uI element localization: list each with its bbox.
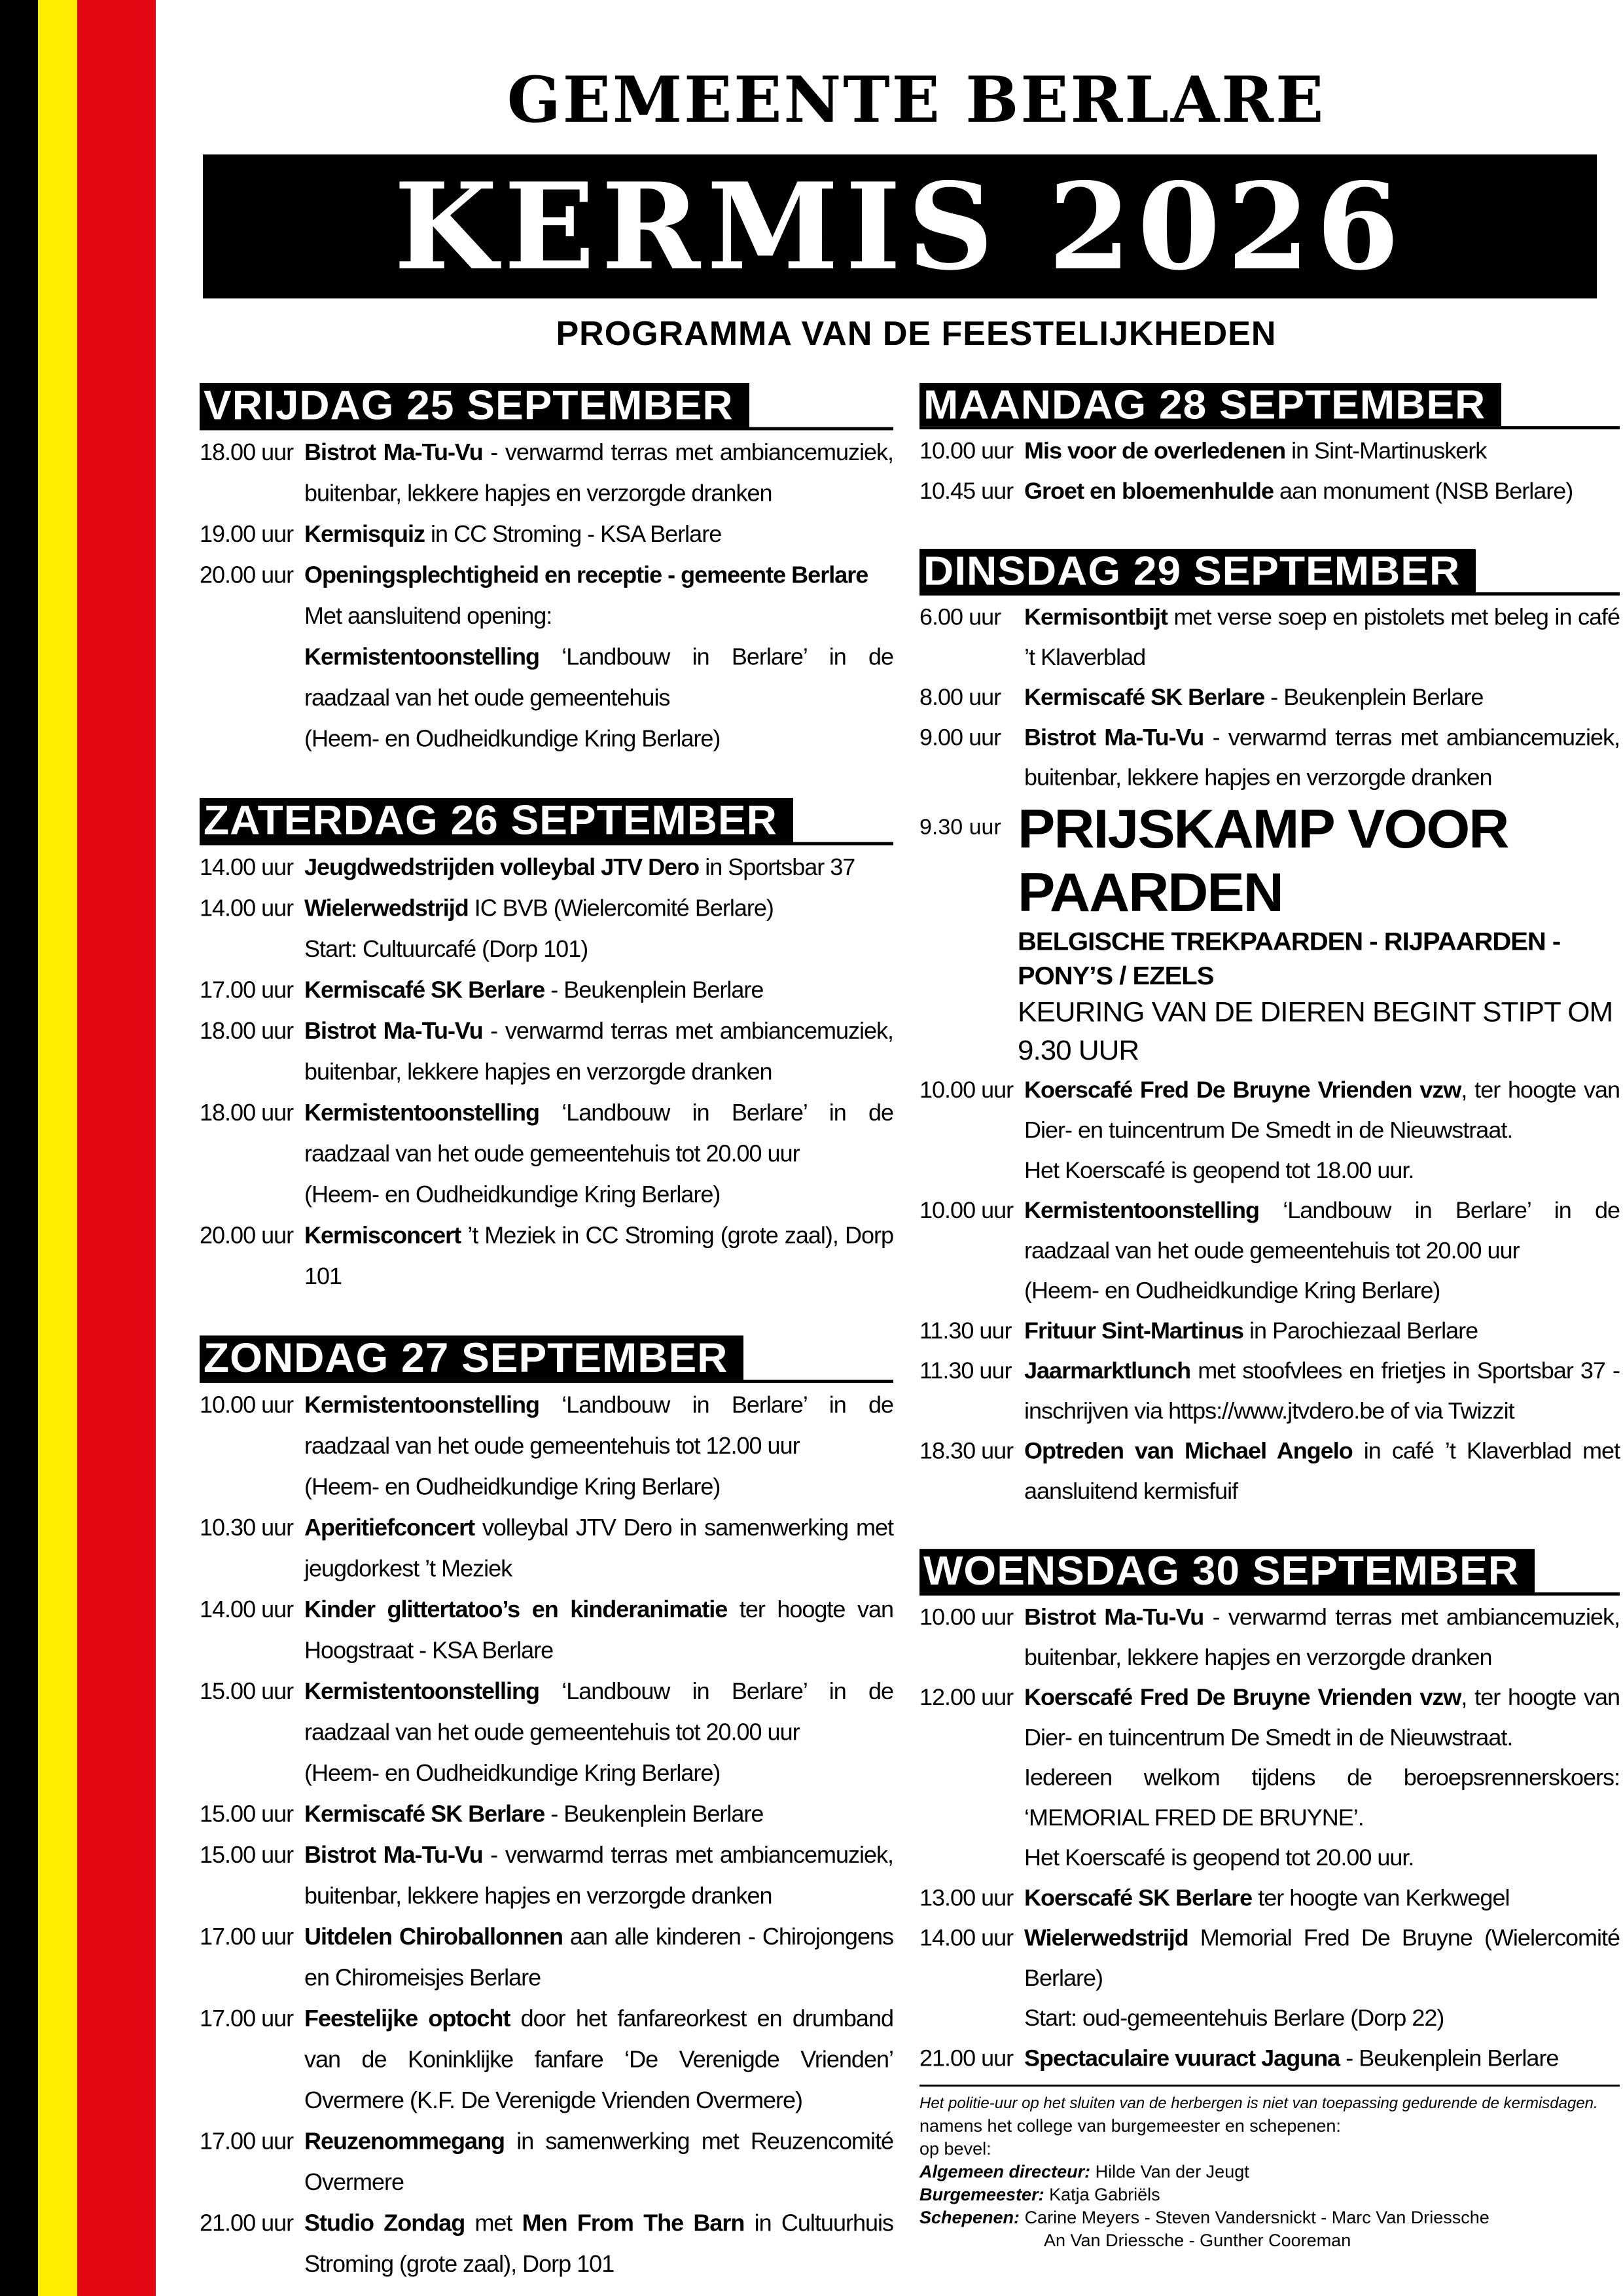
event-name: Wielerwedstrijd <box>304 894 469 922</box>
event-row <box>200 718 893 759</box>
event-name: Kinder glittertatoo’s en kinderanimatie <box>304 1596 728 1623</box>
event-row <box>919 1069 1620 1150</box>
event-description: Het Koerscafé is geopend tot 20.00 uur. <box>1024 1844 1414 1871</box>
event-row <box>200 2202 893 2284</box>
event-row <box>200 554 893 596</box>
section-gap <box>200 759 893 798</box>
day-section <box>200 383 893 759</box>
event-row <box>200 1092 893 1174</box>
event-description: Jeugdwedstrijden volleybal JTV Dero in Sportsbar 37 <box>304 853 855 880</box>
event-row <box>200 1507 893 1588</box>
event-row <box>200 431 893 513</box>
event-description: Wielerwedstrijd Memorial Fred De Bruyne (Wielercomité Berlare) <box>1024 1924 1620 1991</box>
event-time: 10.45 uur <box>919 477 1014 504</box>
event-description: (Heem- en Oudheidkundige Kring Berlare) <box>304 1759 721 1787</box>
event-time: 12.00 uur <box>919 1683 1014 1710</box>
event-description: Uitdelen Chiroballonnen aan alle kinderen - Chirojongens en Chiromeisjes Berlare <box>304 1923 893 1991</box>
right-column <box>919 383 1620 2078</box>
event-name: Kermisontbijt <box>1024 603 1168 630</box>
event-time: 17.00 uur <box>200 2127 294 2155</box>
event-title: KERMIS 2026 <box>203 154 1597 298</box>
flag-stripe-red <box>77 0 156 2296</box>
municipality-title: GEMEENTE BERLARE <box>507 63 1326 137</box>
event-name: Kermisconcert <box>304 1221 461 1249</box>
event-time: 17.00 uur <box>200 1923 294 1950</box>
day-header: ZONDAG 27 SEPTEMBER <box>200 1335 743 1379</box>
footer-aldermen-2: An Van Driessche - Gunther Cooreman <box>1044 2231 1351 2250</box>
event-name: Jaarmarktlunch <box>1024 1357 1191 1384</box>
horse-contest-categories: BELGISCHE TREKPAARDEN - RIJPAARDEN - PONY’S / EZELS <box>1018 927 1561 990</box>
event-name: Wielerwedstrijd <box>1024 1924 1188 1951</box>
event-row <box>919 1757 1620 1838</box>
event-name: Kermiscafé SK Berlare <box>304 1800 545 1827</box>
event-row <box>200 2121 893 2202</box>
footer-mayor: Burgemeester: Katja Gabriëls <box>919 2185 1160 2204</box>
event-row <box>919 717 1620 798</box>
footer-line2: op bevel: <box>919 2139 991 2159</box>
event-description: Studio Zondag met Men From The Barn in Cultuurhuis Stroming (grote zaal), Dorp 101 <box>304 2209 893 2278</box>
horse-contest-note: KEURING VAN DE DIEREN BEGINT STIPT OM 9.30 UUR <box>1018 996 1613 1066</box>
event-row <box>200 846 893 888</box>
event-time: 13.00 uur <box>919 1884 1014 1911</box>
event-description: Met aansluitend opening: <box>304 602 552 630</box>
event-description: (Heem- en Oudheidkundige Kring Berlare) <box>304 1473 721 1500</box>
event-name: Bistrot Ma-Tu-Vu <box>304 1017 483 1045</box>
event-time: 8.00 uur <box>919 684 1001 710</box>
event-description: Kermistentoonstelling ‘Landbouw in Berlare’ in de raadzaal van het oude gemeentehuis tot 20.00 uur <box>304 1099 893 1167</box>
event-time <box>200 1752 304 1793</box>
day-header: WOENSDAG 30 SEPTEMBER <box>919 1549 1535 1592</box>
day-section <box>919 383 1620 511</box>
event-name: Kermistentoonstelling <box>304 1677 540 1705</box>
event-time <box>919 1270 1024 1310</box>
day-section <box>200 1335 893 2284</box>
event-description: Koerscafé Fred De Bruyne Vrienden vzw, ter hoogte van Dier- en tuincentrum De Smedt in de Nieuwstraat. <box>1024 1683 1620 1751</box>
flag-stripe-black <box>0 0 38 2296</box>
event-time: 14.00 uur <box>200 853 294 880</box>
event-description: Het Koerscafé is geopend tot 18.00 uur. <box>1024 1157 1414 1183</box>
event-description: Start: Cultuurcafé (Dorp 101) <box>304 935 588 962</box>
event-time: 20.00 uur <box>200 1221 294 1249</box>
event-row <box>200 928 893 969</box>
event-time: 9.30 uur <box>919 815 1001 840</box>
event-time: 21.00 uur <box>919 2045 1014 2072</box>
horse-contest-title: PRIJSKAMP VOOR PAARDEN <box>1018 798 1508 924</box>
event-time: 18.00 uur <box>200 1017 294 1045</box>
day-section <box>919 549 1620 1511</box>
event-description <box>304 554 893 596</box>
event-time: 10.00 uur <box>919 437 1014 464</box>
event-name: Openingsplechtigheid en receptie - gemeente Berlare <box>304 561 868 588</box>
event-description: Feestelijke optocht door het fanfareorkest en drumband van de Koninklijke fanfare ‘De Verenigde Vrienden’ Overmere (K.F. De Verenigde Vrienden Overmere) <box>304 2005 893 2114</box>
event-name: Men From The Barn <box>522 2209 745 2236</box>
event-time: 15.00 uur <box>200 1800 294 1827</box>
event-time: 10.00 uur <box>919 1196 1014 1223</box>
event-description: Koerscafé Fred De Bruyne Vrienden vzw, ter hoogte van Dier- en tuincentrum De Smedt in de Nieuwstraat. <box>1024 1077 1620 1143</box>
day-section <box>919 1549 1620 2078</box>
event-time: 21.00 uur <box>200 2209 294 2236</box>
event-description: Kermisontbijt met verse soep en pistolets met beleg in café ’t Klaverblad <box>1024 603 1620 670</box>
event-time: 11.30 uur <box>919 1357 1012 1384</box>
event-row <box>919 1998 1620 2037</box>
event-name: Spectaculaire vuuract Jaguna <box>1024 2045 1340 2072</box>
event-name: Kermistentoonstelling <box>1024 1196 1260 1223</box>
event-time: 10.30 uur <box>200 1514 294 1541</box>
event-row <box>919 431 1620 471</box>
event-row <box>919 1597 1620 1677</box>
event-row <box>200 1010 893 1092</box>
event-time: 18.30 uur <box>919 1437 1014 1464</box>
event-name: Bistrot Ma-Tu-Vu <box>1024 724 1204 751</box>
horse-contest-row <box>919 797 1620 925</box>
event-row <box>919 677 1620 717</box>
left-column <box>200 383 893 2284</box>
event-description: Bistrot Ma-Tu-Vu - verwarmd terras met ambiancemuziek, buitenbar, lekkere hapjes en verzorgde dranken <box>304 1841 893 1909</box>
event-row <box>200 595 893 636</box>
event-row <box>919 1350 1620 1431</box>
event-row <box>919 1918 1620 1998</box>
event-time: 9.00 uur <box>919 724 1001 751</box>
event-time: 10.00 uur <box>200 1391 294 1418</box>
day-header: ZATERDAG 26 SEPTEMBER <box>200 798 793 842</box>
event-description: Reuzenommegang in samenwerking met Reuzencomité Overmere <box>304 2127 893 2196</box>
event-time <box>200 928 304 969</box>
event-description: (Heem- en Oudheidkundige Kring Berlare) <box>1024 1277 1440 1304</box>
event-name: Koerscafé Fred De Bruyne Vrienden vzw <box>1024 1077 1461 1103</box>
event-time: 15.00 uur <box>200 1841 294 1869</box>
event-row <box>200 1384 893 1466</box>
event-description: Bistrot Ma-Tu-Vu - verwarmd terras met ambiancemuziek, buitenbar, lekkere hapjes en verzorgde dranken <box>1024 1604 1620 1670</box>
event-row <box>200 1466 893 1507</box>
footer-aldermen: Schepenen: Carine Meyers - Steven Vandersnickt - Marc Van Driessche <box>919 2208 1489 2227</box>
event-description: Spectaculaire vuuract Jaguna - Beukenplein Berlare <box>1024 2045 1559 2072</box>
event-time <box>200 1466 304 1507</box>
event-time: 18.00 uur <box>200 439 294 466</box>
event-row <box>919 1837 1620 1877</box>
event-row <box>200 1752 893 1793</box>
event-name: Frituur Sint-Martinus <box>1024 1317 1243 1344</box>
event-row <box>200 1998 893 2121</box>
event-name: Groet en bloemenhulde <box>1024 477 1274 504</box>
event-name: Kermisquiz <box>304 520 425 548</box>
event-description: Bistrot Ma-Tu-Vu - verwarmd terras met ambiancemuziek, buitenbar, lekkere hapjes en verzorgde dranken <box>1024 724 1620 791</box>
event-row <box>919 1878 1620 1918</box>
event-time: 14.00 uur <box>200 894 294 922</box>
event-name: Optreden van Michael Angelo <box>1024 1437 1353 1464</box>
event-time: 20.00 uur <box>200 561 294 588</box>
footer-director: Algemeen directeur: Hilde Van der Jeugt <box>919 2162 1249 2181</box>
event-time: 10.00 uur <box>919 1604 1014 1630</box>
event-description: Kermiscafé SK Berlare - Beukenplein Berlare <box>1024 684 1484 710</box>
event-time <box>919 1837 1024 1877</box>
event-row <box>200 1793 893 1835</box>
footer-note: Het politie-uur op het sluiten van de herbergen is niet van toepassing gedurende de kermisdagen. <box>919 2094 1598 2112</box>
event-description: Bistrot Ma-Tu-Vu - verwarmd terras met ambiancemuziek, buitenbar, lekkere hapjes en verzorgde dranken <box>304 1017 893 1085</box>
section-gap <box>200 1297 893 1336</box>
day-section <box>200 798 893 1297</box>
event-description: Optreden van Michael Angelo in café ’t Klaverblad met aansluitend kermisfuif <box>1024 1437 1620 1504</box>
horse-contest <box>919 797 1620 1069</box>
event-name: Koerscafé Fred De Bruyne Vrienden vzw <box>1024 1683 1461 1710</box>
event-time: 11.30 uur <box>919 1317 1012 1344</box>
event-time <box>919 1998 1024 2037</box>
event-row <box>200 1670 893 1752</box>
footer <box>919 2085 1620 2252</box>
event-row <box>200 888 893 929</box>
event-time: 17.00 uur <box>200 2005 294 2032</box>
event-time: 10.00 uur <box>919 1077 1014 1103</box>
day-header: DINSDAG 29 SEPTEMBER <box>919 549 1476 592</box>
event-description: Koerscafé SK Berlare ter hoogte van Kerkwegel <box>1024 1884 1510 1911</box>
event-name: Koerscafé SK Berlare <box>1024 1884 1253 1911</box>
event-row <box>200 1174 893 1215</box>
event-row <box>919 1431 1620 1511</box>
event-row <box>200 969 893 1011</box>
section-gap <box>919 1511 1620 1549</box>
footer-line1: namens het college van burgemeester en schepenen: <box>919 2116 1341 2136</box>
event-row <box>200 1588 893 1670</box>
event-description: Frituur Sint-Martinus in Parochiezaal Berlare <box>1024 1317 1478 1344</box>
event-name: Bistrot Ma-Tu-Vu <box>1024 1604 1204 1630</box>
event-name: Kermistentoonstelling <box>304 1391 540 1418</box>
event-description: Kermiscafé SK Berlare - Beukenplein Berlare <box>304 1800 764 1827</box>
event-name: Jeugdwedstrijden volleybal JTV Dero <box>304 853 700 880</box>
event-time <box>919 1757 1024 1838</box>
event-row <box>919 1310 1620 1350</box>
event-description: Aperitiefconcert volleybal JTV Dero in samenwerking met jeugdorkest ’t Meziek <box>304 1514 893 1582</box>
event-name: Bistrot Ma-Tu-Vu <box>304 1841 483 1869</box>
event-name: Kermistentoonstelling <box>304 1099 540 1126</box>
event-name: Uitdelen Chiroballonnen <box>304 1923 563 1950</box>
event-time <box>200 718 304 759</box>
event-description: Kermistentoonstelling ‘Landbouw in Berlare’ in de raadzaal van het oude gemeentehuis tot 12.00 uur <box>304 1391 893 1459</box>
day-header: MAANDAG 28 SEPTEMBER <box>919 383 1501 426</box>
event-name: Kermiscafé SK Berlare <box>1024 684 1265 710</box>
event-time <box>200 1174 304 1215</box>
event-name: Studio Zondag <box>304 2209 465 2236</box>
event-time <box>919 1150 1024 1190</box>
event-row <box>200 1834 893 1916</box>
program-subtitle: PROGRAMMA VAN DE FEESTELIJKHEDEN <box>556 315 1277 353</box>
event-row <box>919 597 1620 677</box>
event-time <box>200 595 304 636</box>
section-gap <box>919 511 1620 548</box>
event-name: Feestelijke optocht <box>304 2005 510 2032</box>
event-time: 14.00 uur <box>200 1596 294 1623</box>
event-name: Kermiscafé SK Berlare <box>304 976 545 1003</box>
event-name: Bistrot Ma-Tu-Vu <box>304 439 483 466</box>
event-row <box>200 636 893 718</box>
event-description: Kermisconcert ’t Meziek in CC Stroming (grote zaal), Dorp 101 <box>304 1221 893 1290</box>
event-description: Wielerwedstrijd IC BVB (Wielercomité Berlare) <box>304 894 774 922</box>
event-time: 6.00 uur <box>919 603 1001 630</box>
event-time <box>200 636 304 718</box>
event-row <box>919 1150 1620 1190</box>
event-description: Iedereen welkom tijdens de beroepsrennerskoers: ‘MEMORIAL FRED DE BRUYNE’. <box>1024 1764 1620 1831</box>
event-description: Kermistentoonstelling ‘Landbouw in Berlare’ in de raadzaal van het oude gemeentehuis <box>304 643 893 711</box>
day-header: VRIJDAG 25 SEPTEMBER <box>200 383 749 427</box>
event-time: 15.00 uur <box>200 1677 294 1705</box>
event-row <box>200 513 893 554</box>
event-name: Kermistentoonstelling <box>304 643 540 670</box>
event-row <box>919 2038 1620 2078</box>
event-description: Jaarmarktlunch met stoofvlees en frietjes in Sportsbar 37 - inschrijven via https://www.jtvdero.be of via Twizzit <box>1024 1357 1620 1424</box>
event-description: Start: oud-gemeentehuis Berlare (Dorp 22) <box>1024 2005 1444 2032</box>
event-time: 17.00 uur <box>200 976 294 1003</box>
event-description: Bistrot Ma-Tu-Vu - verwarmd terras met ambiancemuziek, buitenbar, lekkere hapjes en verzorgde dranken <box>304 439 893 507</box>
flag-stripe-yellow <box>38 0 77 2296</box>
event-row <box>919 1270 1620 1310</box>
event-name: Mis voor de overledenen <box>1024 437 1286 464</box>
event-row <box>919 1677 1620 1757</box>
event-time: 14.00 uur <box>919 1924 1014 1951</box>
event-description: Kermiscafé SK Berlare - Beukenplein Berlare <box>304 976 764 1003</box>
event-description: Kermisquiz in CC Stroming - KSA Berlare <box>304 520 722 548</box>
event-description: Mis voor de overledenen in Sint-Martinuskerk <box>1024 437 1487 464</box>
event-time: 18.00 uur <box>200 1099 294 1126</box>
event-description: Kinder glittertatoo’s en kinderanimatie ter hoogte van Hoogstraat - KSA Berlare <box>304 1596 893 1664</box>
event-description: Kermistentoonstelling ‘Landbouw in Berlare’ in de raadzaal van het oude gemeentehuis tot 20.00 uur <box>304 1677 893 1746</box>
event-name: Aperitiefconcert <box>304 1514 475 1541</box>
event-row <box>200 1215 893 1297</box>
event-name: Reuzenommegang <box>304 2127 505 2155</box>
event-row <box>919 1190 1620 1270</box>
event-description: (Heem- en Oudheidkundige Kring Berlare) <box>304 725 721 752</box>
event-description: Kermistentoonstelling ‘Landbouw in Berlare’ in de raadzaal van het oude gemeentehuis tot 20.00 uur <box>1024 1196 1620 1264</box>
event-row <box>919 471 1620 511</box>
event-description: Groet en bloemenhulde aan monument (NSB Berlare) <box>1024 477 1573 504</box>
event-description: (Heem- en Oudheidkundige Kring Berlare) <box>304 1181 721 1208</box>
event-time: 19.00 uur <box>200 520 294 548</box>
event-row <box>200 1916 893 1998</box>
